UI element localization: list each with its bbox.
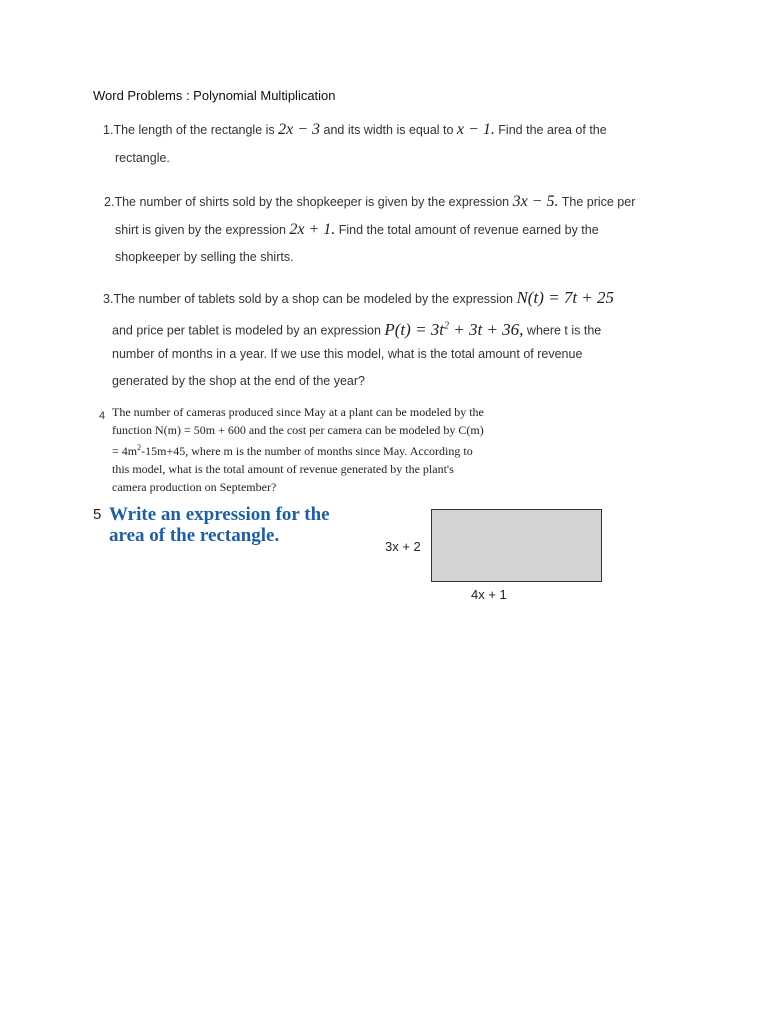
question-1-length-expression: 2x − 3 [278, 121, 321, 138]
question-3-price-expression: $P(t) = 3t^2 + 3t + 36$, [384, 319, 524, 339]
question-1-width-expression: x − 1. [456, 121, 495, 138]
page-title: Word Problems : Polynomial Multiplication [93, 88, 336, 103]
question-2-number: 2. [104, 195, 115, 209]
question-3-line-4: generated by the shop at the end of the year? [112, 374, 365, 388]
question-1-line-1: 1.The length of the rectangle is 2x − 3 and its width is equal to x − 1. Find the area of the [103, 121, 607, 138]
question-2-line-1: 2.The number of shirts sold by the shopkeeper is given by the expression 3x − 5. The price per [104, 193, 636, 210]
question-2-shirts-expression: 3x − 5. [512, 193, 559, 210]
question-3-tablets-expression: N(t) = 7t + 25 [516, 288, 615, 307]
question-1-line-2: rectangle. [115, 151, 170, 165]
question-5-number: 5 [93, 506, 102, 523]
rectangle-height-label: 3x + 2 [385, 539, 421, 554]
question-5-prompt: Write an expression for the area of the rectangle. [109, 504, 330, 546]
question-3-line-1: 3.The number of tablets sold by a shop can be modeled by the expression N(t) = 7t + 25 [103, 288, 615, 307]
question-3-line-2: and price per tablet is modeled by an expression $P(t) = 3t^2 + 3t + 36$, where t is the [112, 319, 602, 339]
question-2-line-2: shirt is given by the expression 2x + 1. Find the total amount of revenue earned by the [115, 221, 599, 238]
rectangle-width-label: 4x + 1 [471, 587, 507, 602]
question-3-number: 3. [103, 292, 114, 306]
question-3-line-3: number of months in a year. If we use this model, what is the total amount of revenue [112, 347, 583, 361]
question-2-line-3: shopkeeper by selling the shirts. [115, 250, 294, 264]
question-4-number: 4 [99, 410, 106, 422]
question-2-price-expression: 2x + 1. [289, 221, 336, 238]
question-1-number: 1. [103, 123, 114, 137]
rectangle-figure [431, 509, 602, 582]
question-4-text: The number of cameras produced since May at a plant can be modeled by the function N(m) = 50m + 600 and the cost per camera can be modeled by C(m) = $4m^2-15m+45$, where m is the number of months since May. According to this model, what is the total amount of revenue generated by the plant's camera production on September? [112, 405, 484, 494]
